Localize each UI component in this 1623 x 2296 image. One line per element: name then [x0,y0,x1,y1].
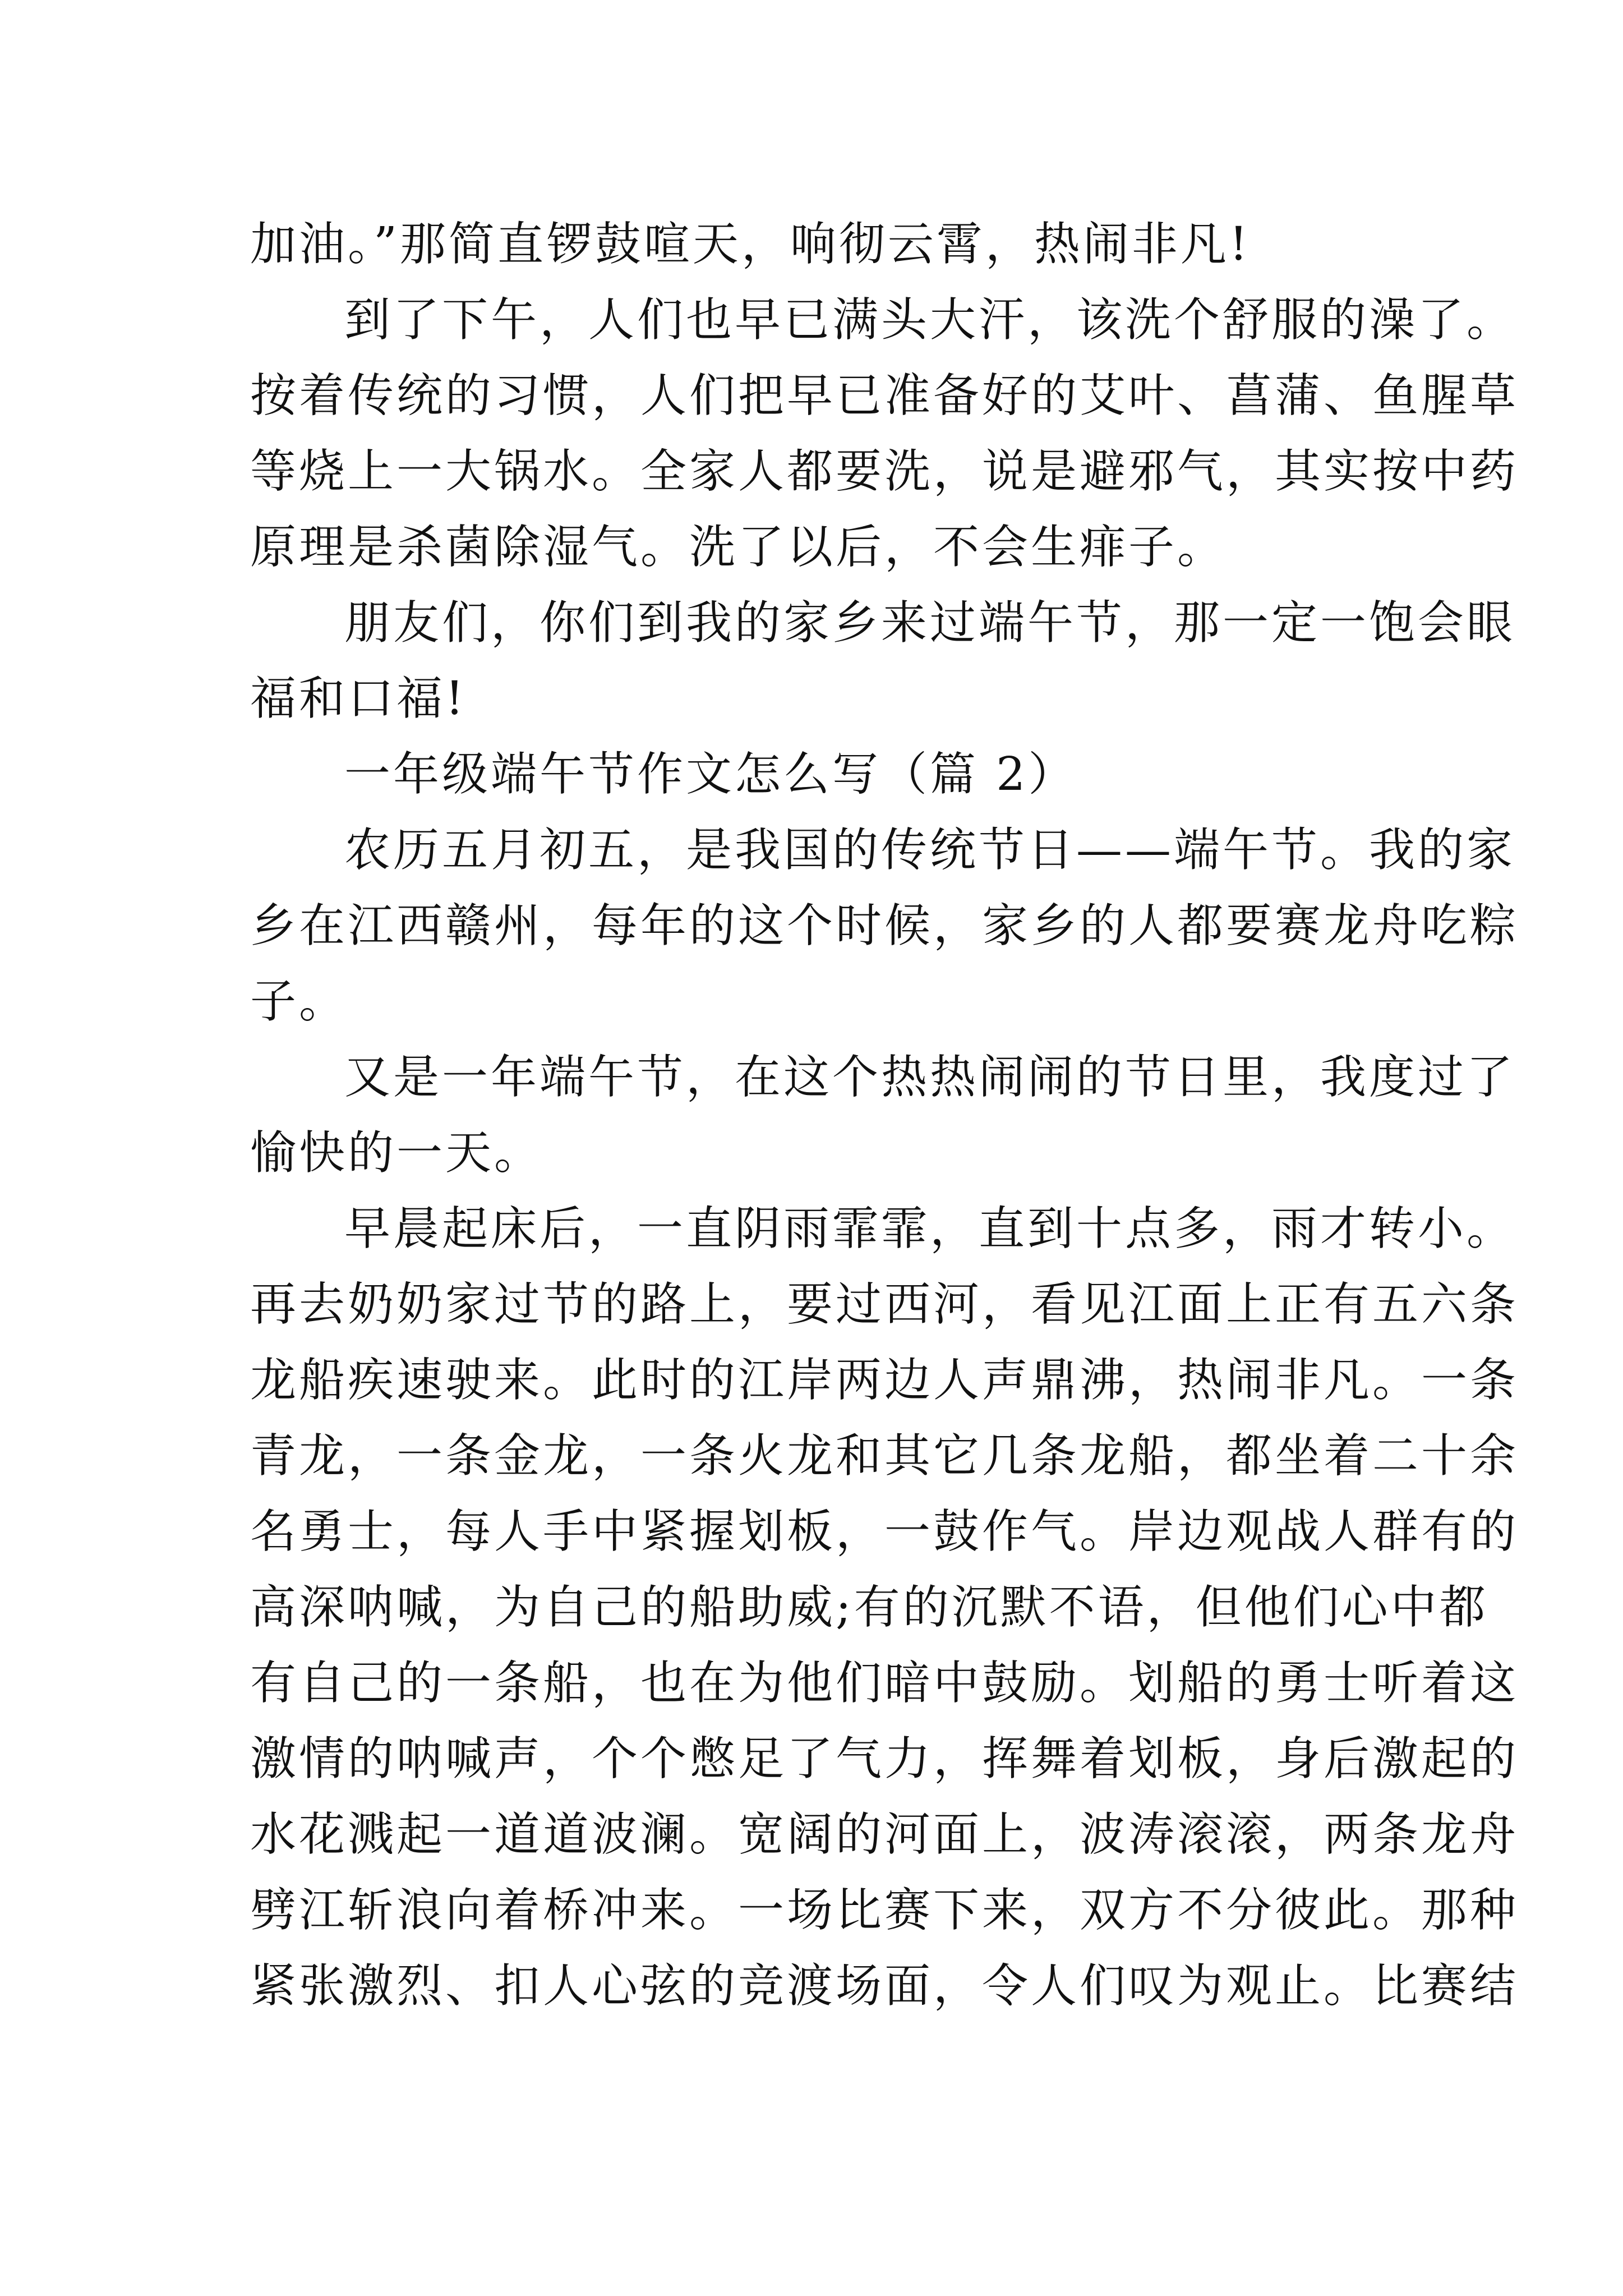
text-line: 青龙，一条金龙，一条火龙和其它几条龙船，都坐着二十余 [250,1429,1519,1483]
text-line: 等烧上一大锅水。全家人都要洗，说是避邪气，其实按中药 [250,445,1519,498]
text-line: 愉快的一天。 [250,1126,543,1180]
text-line: 原理是杀菌除湿气。洗了以后，不会生痱子。 [250,521,1227,574]
text-line: 水花溅起一道道波澜。宽阔的河面上，波涛滚滚，两条龙舟 [250,1808,1519,1861]
text-line: 福和口福! [250,672,467,725]
document-body [250,206,1519,2024]
text-line: 乡在江西赣州，每年的这个时候，家乡的人都要赛龙舟吃粽 [250,899,1519,953]
text-line: 名勇士，每人手中紧握划板，一鼓作气。岸边观战人群有的 [250,1505,1519,1558]
section-heading: 一年级端午节作文怎么写（篇 2） [344,748,1077,801]
text-line: 加油。”那简直锣鼓喧天，响彻云霄，热闹非凡! [250,218,1251,271]
paragraph-start-line: 又是一年端午节，在这个热热闹闹的节日里，我度过了 [344,1051,1516,1104]
text-line: 劈江斩浪向着桥冲来。一场比赛下来，双方不分彼此。那种 [250,1884,1519,1937]
text-line: 龙船疾速驶来。此时的江岸两边人声鼎沸，热闹非凡。一条 [250,1354,1519,1407]
paragraph-start-line: 农历五月初五，是我国的传统节日——端午节。我的家 [344,823,1516,877]
text-line: 子。 [250,975,348,1028]
text-line: 紧张激烈、扣人心弦的竞渡场面，令人们叹为观止。比赛结 [250,1959,1519,2013]
paragraph-start-line: 朋友们，你们到我的家乡来过端午节，那一定一饱会眼 [344,596,1516,650]
text-line: 再去奶奶家过节的路上，要过西河，看见江面上正有五六条 [250,1278,1519,1331]
text-line: 按着传统的习惯，人们把早已准备好的艾叶、菖蒲、鱼腥草 [250,369,1519,422]
text-line: 高深呐喊，为自己的船助威;有的沉默不语，但他们心中都 [250,1581,1488,1634]
text-line: 有自己的一条船，也在为他们暗中鼓励。划船的勇士听着这 [250,1657,1519,1710]
text-line: 激情的呐喊声，个个憋足了气力，挥舞着划板，身后激起的 [250,1732,1519,1786]
paragraph-start-line: 早晨起床后，一直阴雨霏霏，直到十点多，雨才转小。 [344,1202,1516,1255]
paragraph-start-line: 到了下午，人们也早已满头大汗，该洗个舒服的澡了。 [344,293,1516,347]
